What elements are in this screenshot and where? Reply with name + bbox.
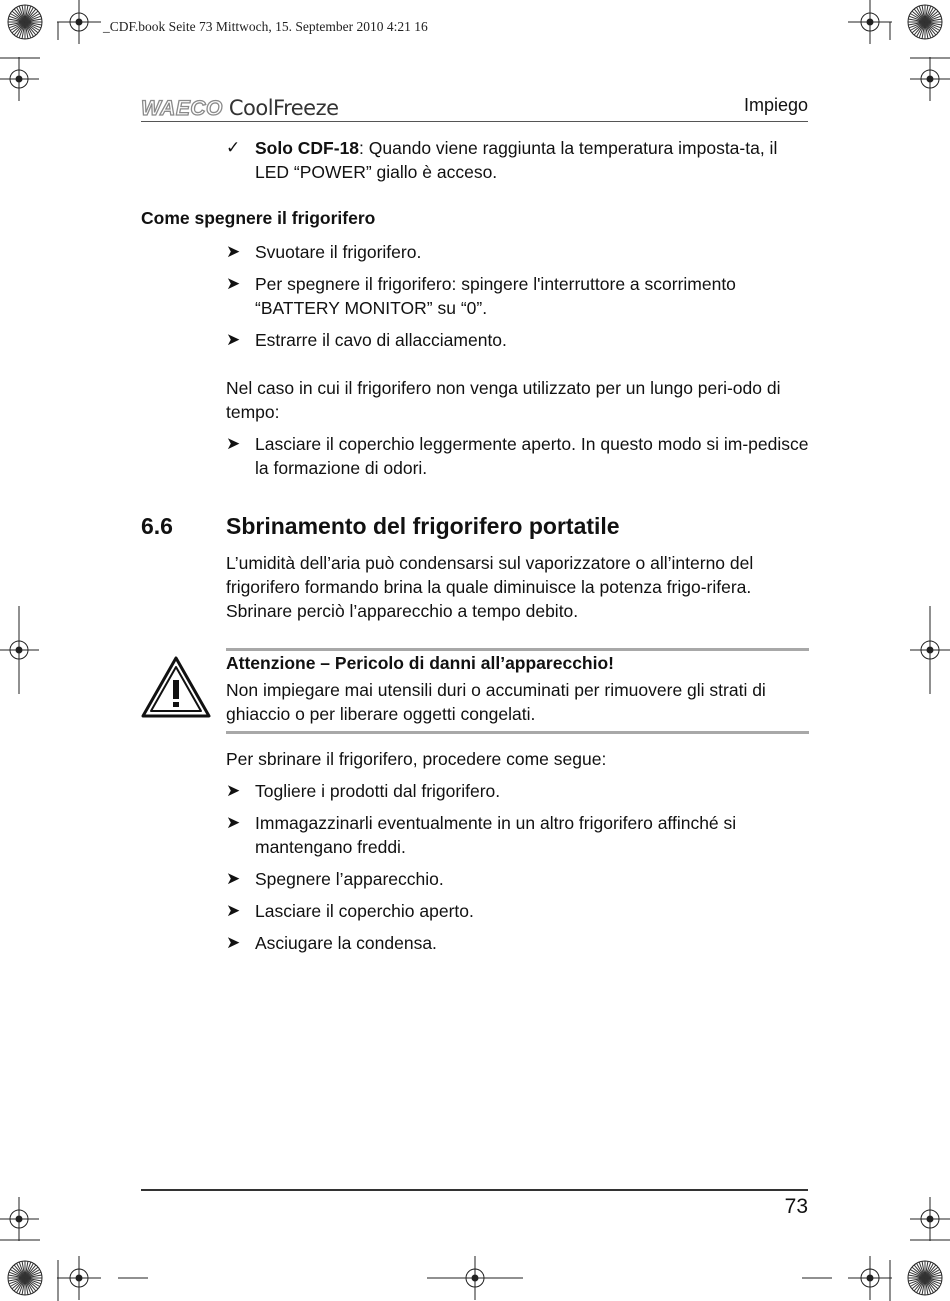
warning-text: Non impiegare mai utensili duri o accuminati per rimuovere gli strati di ghiaccio o per liberare oggetti congelati.: [226, 680, 766, 724]
subheading-switch-off: Come spegnere il frigorifero: [141, 208, 376, 228]
list-item: [226, 931, 811, 955]
brand-name: WAECO: [141, 97, 223, 120]
warning-bottom-rule: [226, 731, 809, 734]
arrow-bullet-icon: ➤: [226, 330, 241, 349]
section-number: 6.6: [141, 513, 173, 539]
list-item: [226, 432, 811, 480]
list-item-text: Immagazzinarli eventualmente in un altro frigorifero affinché si mantengano freddi.: [255, 813, 737, 857]
crosshair-mark-icon: [0, 606, 39, 694]
crosshair-mark-icon: [57, 1256, 101, 1300]
footer-divider: [141, 1189, 808, 1191]
list-item: [226, 867, 811, 891]
arrow-bullet-icon: ➤: [226, 813, 241, 832]
list-item-text: Asciugare la condensa.: [255, 933, 437, 953]
crosshair-mark-icon: [848, 1256, 892, 1300]
list-item-text: Spegnere l’apparecchio.: [255, 869, 444, 889]
page-number: 73: [784, 1195, 808, 1218]
warning-top-rule: [226, 648, 809, 651]
list-item: [226, 779, 811, 803]
color-bar-disc-icon: [8, 1261, 42, 1295]
arrow-bullet-icon: ➤: [226, 242, 241, 261]
crosshair-mark-icon: [0, 1197, 39, 1241]
section-intro: L’umidità dell’aria può condensarsi sul vaporizzatore o all’interno del frigorifero formando brina la quale diminuisce la potenza frigo-rifera. Sbrinare perciò l’apparecchio a tempo debito.: [226, 553, 754, 621]
crosshair-mark-icon: [57, 0, 101, 44]
list-item-text: Estrarre il cavo di allacciamento.: [255, 330, 507, 350]
crosshair-mark-icon: [848, 0, 892, 44]
list-item: [226, 272, 811, 320]
check-item-bold: Solo CDF-18: [255, 138, 360, 158]
check-item: [226, 136, 811, 184]
list-item-text: Lasciare il coperchio aperto.: [255, 901, 474, 921]
long-period-intro: Nel caso in cui il frigorifero non venga utilizzato per un lungo peri-odo di tempo:: [226, 378, 781, 422]
list-item: [226, 899, 811, 923]
list-item-text: Togliere i prodotti dal frigorifero.: [255, 781, 501, 801]
list-item-text: Lasciare il coperchio leggermente aperto. In questo modo si im-pedisce la formazione di odori.: [255, 434, 809, 478]
brand-logo: [141, 96, 339, 121]
crosshair-mark-icon: [910, 1197, 950, 1241]
section-label: Impiego: [743, 95, 808, 115]
section-title: Sbrinamento del frigorifero portatile: [226, 513, 620, 539]
check-icon: ✓: [226, 138, 241, 157]
list-item-text: Per spegnere il frigorifero: spingere l'interruttore a scorrimento “BATTERY MONITOR” su “0”.: [255, 274, 736, 318]
crosshair-mark-icon: [910, 606, 950, 694]
list-item: [226, 811, 811, 859]
arrow-bullet-icon: ➤: [226, 869, 241, 888]
procedure-intro: Per sbrinare il frigorifero, procedere come segue:: [226, 749, 607, 769]
arrow-bullet-icon: ➤: [226, 781, 241, 800]
crosshair-mark-icon: [427, 1256, 523, 1300]
warning-title: Attenzione – Pericolo di danni all’apparecchio!: [226, 653, 614, 673]
list-item-text: Svuotare il frigorifero.: [255, 242, 422, 262]
list-item: [226, 240, 811, 264]
arrow-bullet-icon: ➤: [226, 901, 241, 920]
print-metadata: _CDF.book Seite 73 Mittwoch, 15. September 2010 4:21 16: [103, 19, 428, 34]
check-item-text: : Quando viene raggiunta la temperatura imposta-ta, il LED “POWER” giallo è acceso.: [255, 138, 778, 182]
color-bar-disc-icon: [908, 1261, 942, 1295]
color-bar-disc-icon: [8, 5, 42, 39]
color-bar-disc-icon: [908, 5, 942, 39]
crosshair-mark-icon: [910, 57, 950, 101]
product-name: CoolFreeze: [228, 96, 339, 120]
header-divider: [141, 121, 808, 122]
crosshair-mark-icon: [0, 57, 39, 101]
list-item: [226, 328, 811, 352]
warning-triangle-icon: [140, 655, 212, 719]
arrow-bullet-icon: ➤: [226, 434, 241, 453]
arrow-bullet-icon: ➤: [226, 274, 241, 293]
arrow-bullet-icon: ➤: [226, 933, 241, 952]
